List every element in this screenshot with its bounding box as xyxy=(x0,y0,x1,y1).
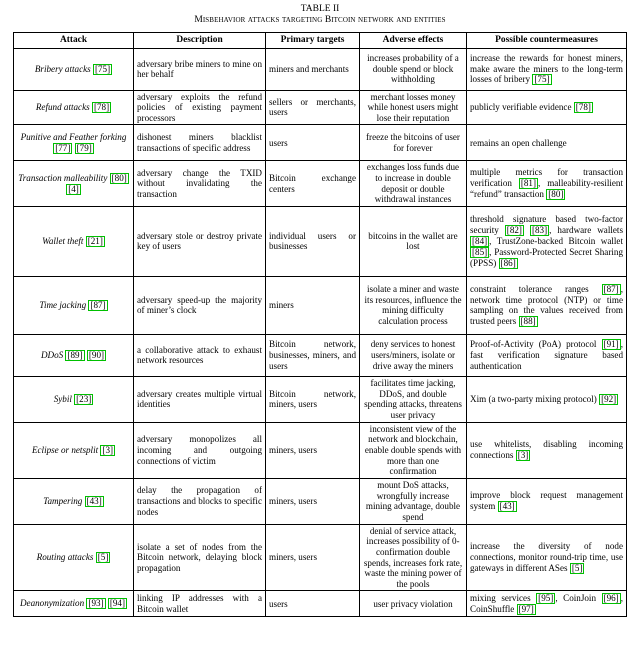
effects-cell: merchant losses money while honest users might lose their reputation xyxy=(360,90,467,125)
description-cell: adversary monopolizes all incoming and outgoing connections of victim xyxy=(134,422,266,478)
table-row xyxy=(14,524,627,591)
table-row xyxy=(14,90,627,125)
attack-cell: Punitive and Feather forking [77] [79] xyxy=(14,125,134,161)
attack-cell: Transaction malleability [80] [4] xyxy=(14,161,134,206)
description-cell: adversary change the TXID without invalidating the transaction xyxy=(134,161,266,206)
citation-link[interactable]: [5] xyxy=(97,552,109,563)
description-cell: dishonest miners blacklist transactions of specific address xyxy=(134,125,266,161)
description-cell: a collaborative attack to exhaust network resources xyxy=(134,334,266,376)
countermeasures-cell: threshold signature based two-factor security [82] [83] , hardware wallets [84] , TrustZone-backed Bitcoin wallet [85] , Password-Protected Secret Sharing (PPSS) [86] xyxy=(467,206,627,276)
table-row xyxy=(14,161,627,206)
countermeasures-cell: remains an open challenge xyxy=(467,125,627,161)
header-adverse-effects: Adverse effects xyxy=(360,33,467,49)
attack-cell: DDoS [89] [90] xyxy=(14,334,134,376)
countermeasures-cell: multiple metrics for transaction verification [81] , malleability-resilient “refund” transaction [80] xyxy=(467,161,627,206)
citation-link[interactable]: [77] xyxy=(55,142,71,153)
countermeasures-cell: improve block request management system [43] xyxy=(467,478,627,524)
citation-link[interactable]: [80] xyxy=(548,188,564,199)
citation-link[interactable]: [21] xyxy=(87,235,103,246)
countermeasures-cell: increase the rewards for honest miners, make aware the miners to the long-term losses of bribery [75] xyxy=(467,48,627,90)
effects-cell: user privacy violation xyxy=(360,591,467,617)
countermeasures-cell: Xim (a two-party mixing protocol) [92] xyxy=(467,376,627,422)
header-description: Description xyxy=(134,33,266,49)
citation-link[interactable]: [75] xyxy=(534,74,550,85)
table-caption xyxy=(0,0,640,26)
attack-cell: Tampering [43] xyxy=(14,478,134,524)
targets-cell: users xyxy=(266,125,360,161)
citation-link[interactable]: [82] xyxy=(506,224,522,235)
attack-cell: Wallet theft [21] xyxy=(14,206,134,276)
effects-cell: mount DoS attacks, wrongfully increase mining advantage, double spend xyxy=(360,478,467,524)
header-attack: Attack xyxy=(14,33,134,49)
table-header-row xyxy=(14,33,627,49)
citation-link[interactable]: [43] xyxy=(499,501,515,512)
citation-link[interactable]: [3] xyxy=(102,444,114,455)
effects-cell: freeze the bitcoins of user for forever xyxy=(360,125,467,161)
citation-link[interactable]: [90] xyxy=(88,349,105,360)
citation-link[interactable]: [96] xyxy=(603,592,619,603)
citation-link[interactable]: [84] xyxy=(472,235,488,246)
citation-link[interactable]: [79] xyxy=(76,142,92,153)
citation-link[interactable]: [85] xyxy=(472,246,488,257)
citation-link[interactable]: [78] xyxy=(575,101,591,112)
targets-cell: miners, users xyxy=(266,422,360,478)
table-row xyxy=(14,48,627,90)
countermeasures-cell: mixing services [95] , CoinJoin [96] , CoinShuffle [97] xyxy=(467,591,627,617)
table-row xyxy=(14,422,627,478)
citation-link[interactable]: [87] xyxy=(90,299,106,310)
countermeasures-cell: use whitelists, disabling incoming connections [3] xyxy=(467,422,627,478)
targets-cell: Bitcoin exchange centers xyxy=(266,161,360,206)
description-cell: adversary bribe miners to mine on her behalf xyxy=(134,48,266,90)
effects-cell: inconsistent view of the network and blockchain, enable double spends with more than one confirmation xyxy=(360,422,467,478)
citation-link[interactable]: [87] xyxy=(603,283,619,294)
citation-link[interactable]: [91] xyxy=(603,339,619,350)
targets-cell: Bitcoin network, miners, users xyxy=(266,376,360,422)
citation-link[interactable]: [5] xyxy=(571,562,583,573)
table-row xyxy=(14,125,627,161)
citation-link[interactable]: [78] xyxy=(93,101,110,112)
citation-link[interactable]: [88] xyxy=(520,315,536,326)
targets-cell: users xyxy=(266,591,360,617)
citation-link[interactable]: [83] xyxy=(531,224,548,235)
countermeasures-cell: Proof-of-Activity (PoA) protocol [91] , fast verification signature based authentication xyxy=(467,334,627,376)
attacks-table xyxy=(13,32,627,617)
citation-link[interactable]: [75] xyxy=(94,63,111,74)
table-row xyxy=(14,276,627,334)
citation-link[interactable]: [4] xyxy=(68,183,79,194)
description-cell: linking IP addresses with a Bitcoin wallet xyxy=(134,591,266,617)
attack-cell: Routing attacks [5] xyxy=(14,524,134,591)
table-title: Misbehavior attacks targeting Bitcoin network and entities xyxy=(194,15,446,25)
table-row xyxy=(14,376,627,422)
targets-cell: miners, users xyxy=(266,478,360,524)
targets-cell: miners xyxy=(266,276,360,334)
description-cell: adversary exploits the refund policies of existing payment processors xyxy=(134,90,266,125)
citation-link[interactable]: [89] xyxy=(67,349,83,360)
targets-cell: Bitcoin network, businesses, miners, and users xyxy=(266,334,360,376)
attack-cell: Deanonymization [93] [94] xyxy=(14,591,134,617)
citation-link[interactable]: [43] xyxy=(86,495,102,506)
effects-cell: increases probability of a double spend or block withholding xyxy=(360,48,467,90)
attack-cell: Time jacking [87] xyxy=(14,276,134,334)
attack-cell: Bribery attacks [75] xyxy=(14,48,134,90)
attack-cell: Refund attacks [78] xyxy=(14,90,134,125)
description-cell: delay the propagation of transactions and blocks to specific nodes xyxy=(134,478,266,524)
description-cell: adversary stole or destroy private key of users xyxy=(134,206,266,276)
citation-link[interactable]: [80] xyxy=(111,172,127,183)
targets-cell: sellers or merchants, users xyxy=(266,90,360,125)
header-countermeasures: Possible countermeasures xyxy=(467,33,627,49)
table-row xyxy=(14,334,627,376)
effects-cell: deny services to honest users/miners, isolate or drive away the miners xyxy=(360,334,467,376)
table-row xyxy=(14,591,627,617)
targets-cell: miners and merchants xyxy=(266,48,360,90)
citation-link[interactable]: [3] xyxy=(517,450,529,461)
table-row xyxy=(14,478,627,524)
table-body xyxy=(14,48,627,617)
targets-cell: individual users or businesses xyxy=(266,206,360,276)
effects-cell: denial of service attack, increases possibility of 0-confirmation double spends, increases fork rate, waste the mining power of the pools xyxy=(360,524,467,591)
effects-cell: facilitates time jacking, DDoS, and double spending attacks, threatens user privacy xyxy=(360,376,467,422)
table-label: TABLE II xyxy=(300,4,340,14)
header-primary-targets: Primary targets xyxy=(266,33,360,49)
countermeasures-cell: publicly verifiable evidence [78] xyxy=(467,90,627,125)
effects-cell: bitcoins in the wallet are lost xyxy=(360,206,467,276)
description-cell: adversary speed-up the majority of miner’s clock xyxy=(134,276,266,334)
citation-link[interactable]: [23] xyxy=(76,393,92,404)
attack-cell: Sybil [23] xyxy=(14,376,134,422)
countermeasures-cell: constraint tolerance ranges [87] , network time protocol (NTP) or time sampling on the values received from trusted peers [88] xyxy=(467,276,627,334)
effects-cell: exchanges loss funds due to increase in double deposit or double withdrawal instances xyxy=(360,161,467,206)
citation-link[interactable]: [95] xyxy=(538,592,554,603)
citation-link[interactable]: [92] xyxy=(601,393,617,404)
countermeasures-cell: increase the diversity of node connections, monitor round-trip time, use gateways in different ASes [5] xyxy=(467,524,627,591)
table-row xyxy=(14,206,627,276)
citation-link[interactable]: [86] xyxy=(500,257,516,268)
description-cell: adversary creates multiple virtual identities xyxy=(134,376,266,422)
citation-link[interactable]: [94] xyxy=(109,598,126,609)
description-cell: isolate a set of nodes from the Bitcoin network, delaying block propagation xyxy=(134,524,266,591)
citation-link[interactable]: [81] xyxy=(520,177,537,188)
citation-link[interactable]: [97] xyxy=(518,603,534,614)
citation-link[interactable]: [93] xyxy=(88,598,104,609)
effects-cell: isolate a miner and waste its resources, influence the mining difficulty calculation process xyxy=(360,276,467,334)
attack-cell: Eclipse or netsplit [3] xyxy=(14,422,134,478)
targets-cell: miners, users xyxy=(266,524,360,591)
